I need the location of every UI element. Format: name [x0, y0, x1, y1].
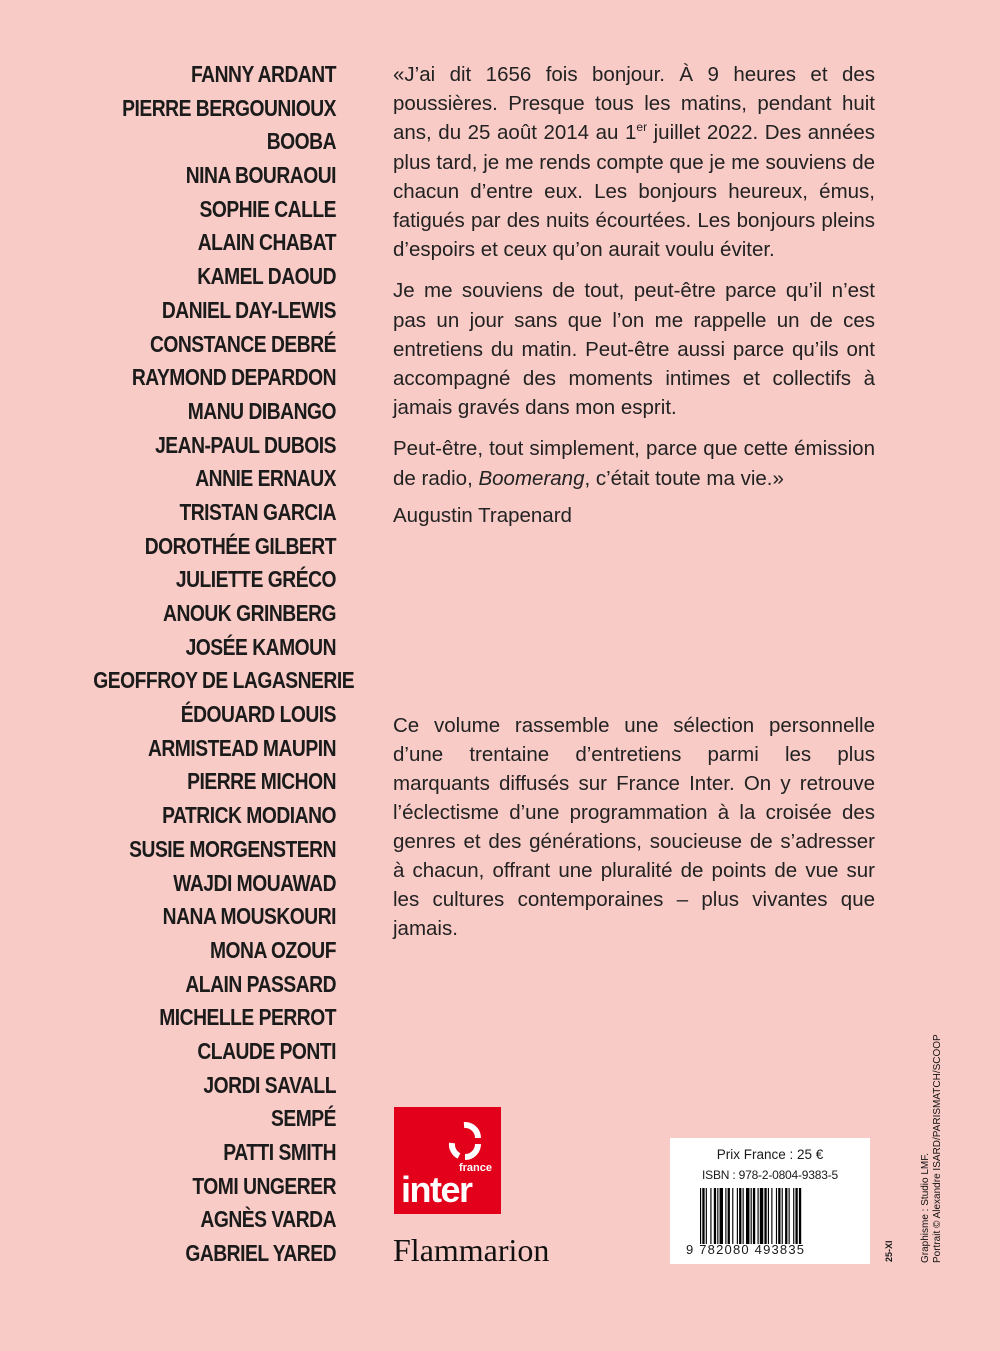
france-inter-logo — [394, 1107, 501, 1214]
barcode-icon — [700, 1188, 842, 1244]
publisher-name: Flammarion — [393, 1232, 550, 1268]
contributor-name: MONA OZOUF — [209, 936, 336, 963]
barcode-digits: 9 782080 493835 — [686, 1242, 806, 1257]
contributor-name: NINA BOURAOUI — [185, 162, 336, 189]
contributor-name: CONSTANCE DEBRÉ — [149, 330, 336, 357]
contributor-name: DANIEL DAY-LEWIS — [161, 296, 336, 323]
contributor-name: TRISTAN GARCIA — [179, 498, 336, 525]
contributor-name: MANU DIBANGO — [187, 397, 336, 424]
contributor-name: SOPHIE CALLE — [199, 195, 336, 222]
book-description: Ce volume rassemble une sélection personnelle d’une trentaine d’entretiens parmi les plus marquants diffusés sur France Inter. On y retrouve l’éclectisme d’une programmation à la croisée des genres et des générations, soucieuse de s’adresser à chacun, offrant une pluralité de points de vue sur les cultures contemporaines – plus vivantes que jamais. — [393, 714, 875, 940]
contributor-name: GEOFFROY DE LAGASNERIE — [93, 667, 355, 694]
contributor-name: JEAN-PAUL DUBOIS — [155, 431, 336, 458]
logo-inter-text: inter — [401, 1169, 472, 1210]
contributor-name: SEMPÉ — [270, 1105, 336, 1132]
contributor-name: ARMISTEAD MAUPIN — [147, 734, 336, 761]
contributor-name: WAJDI MOUAWAD — [173, 869, 336, 896]
contributor-name: PIERRE BERGOUNIOUX — [122, 94, 336, 121]
quote-block — [393, 60, 875, 542]
contributor-name: CLAUDE PONTI — [197, 1037, 336, 1064]
contributor-name: SUSIE MORGENSTERN — [129, 835, 336, 862]
contributor-name: PATTI SMITH — [223, 1139, 336, 1165]
photo-credits — [920, 1034, 944, 1263]
contributor-name: AGNÈS VARDA — [200, 1206, 336, 1233]
contributor-name: RAYMOND DEPARDON — [131, 364, 336, 391]
contributor-name: PIERRE MICHON — [187, 768, 336, 795]
contributor-name: ANNIE ERNAUX — [195, 465, 336, 492]
contributor-name: FANNY ARDANT — [190, 61, 336, 87]
contributor-name: DOROTHÉE GILBERT — [144, 532, 336, 559]
contributor-name: JOSÉE KAMOUN — [185, 633, 336, 660]
contributor-name: NANA MOUSKOURI — [162, 903, 336, 930]
contributor-list — [40, 58, 355, 1271]
contributor-name: ALAIN CHABAT — [197, 229, 336, 256]
contributor-name: ÉDOUARD LOUIS — [180, 701, 336, 728]
contributor-name: ALAIN PASSARD — [185, 970, 336, 997]
quote-author: Augustin Trapenard — [393, 503, 572, 527]
contributor-name: TOMI UNGERER — [192, 1172, 336, 1199]
edition-code: 25-XI — [884, 1240, 894, 1262]
contributor-name: MICHELLE PERROT — [159, 1004, 336, 1031]
logo-france-text: france — [458, 1162, 492, 1174]
price-label: Prix France : 25 € — [716, 1147, 824, 1162]
contributor-name: PATRICK MODIANO — [162, 802, 336, 829]
contributor-name: KAMEL DAOUD — [197, 263, 336, 290]
credits-line-1: Graphisme : Studio LMF. — [920, 1152, 931, 1263]
contributor-name: ANOUK GRINBERG — [163, 600, 336, 626]
contributor-name: JORDI SAVALL — [203, 1071, 336, 1098]
isbn-label: ISBN : 978-2-0804-9383-5 — [702, 1168, 838, 1182]
quote-paragraph-2: Je me souviens de tout, peut-être parce qu’il n’est pas un jour sans que l’on me rappelle un de ces entretiens du matin. Peut-être aussi parce qu’ils ont accompagné des moments intimes et collectifs à jamais gravés dans mon esprit. — [393, 279, 875, 420]
quote-paragraph-3: Peut-être, tout simplement, parce que cette émission de radio, Boomerang, c’était toute ma vie.» — [393, 437, 875, 490]
barcode-panel — [670, 1138, 870, 1264]
contributor-name: BOOBA — [266, 128, 336, 155]
credits-line-2: Portrait © Alexandre ISARD/PARISMATCH/SCOOP — [932, 1034, 943, 1263]
contributor-name: GABRIEL YARED — [185, 1240, 336, 1267]
contributor-name: JULIETTE GRÉCO — [175, 566, 336, 593]
quote-paragraph-1: «J’ai dit 1656 fois bonjour. À 9 heures et des poussières. Presque tous les matins, pendant huit ans, du 25 août 2014 au 1er juillet 2022. Des années plus tard, je me rends compte que je me souviens de chacun d’entre eux. Les bonjours heureux, émus, fatigués par des nuits écourtées. Les bonjours pleins d’espoirs et ceux qu’on aurait voulu éviter. — [393, 63, 876, 262]
